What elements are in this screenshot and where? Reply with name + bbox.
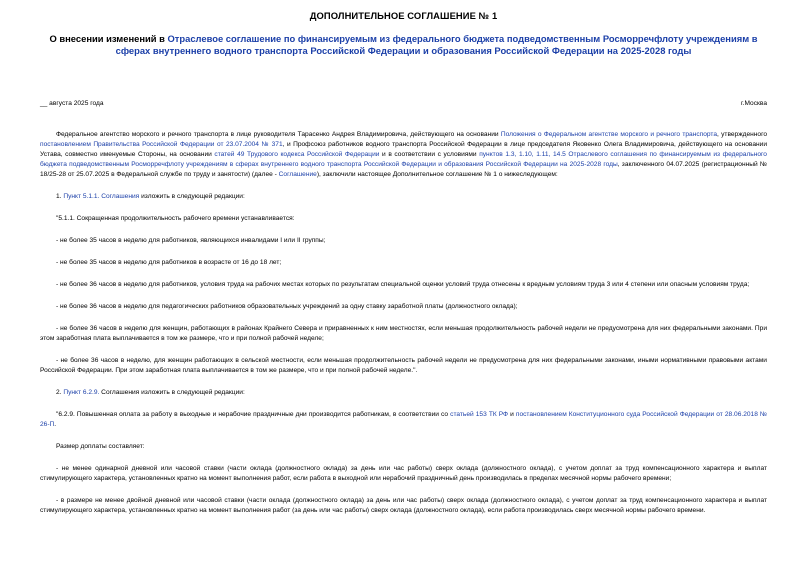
item-1-text: изложить в следующей редакции: xyxy=(139,193,245,200)
p629-text-1: "6.2.9. Повышенная оплата за работу в выходные и нерабочие праздничные дни производится работникам, в соответствии со xyxy=(56,411,451,418)
item-1-number: 1. xyxy=(56,193,64,200)
intro-text-5: , заключенного 04.07.2025 (регистрационный № 18/25-28 от 25.07.2025 в Федеральной службе по труду и занятости) (далее - xyxy=(40,161,767,178)
item-2-text: Соглашения изложить в следующей редакции: xyxy=(99,389,245,396)
link-point-629[interactable]: Пункт 6.2.9. xyxy=(63,389,100,396)
point-511-paragraph: "5.1.1. Сокращенная продолжительность рабочего времени устанавливается: xyxy=(56,215,295,222)
link-article-153[interactable]: статьей 153 ТК РФ xyxy=(450,411,509,418)
link-agreement[interactable]: Соглашение xyxy=(278,171,317,178)
document-city: г.Москва xyxy=(741,100,767,107)
bullet-1: - не более 35 часов в неделю для работников, являющихся инвалидами I или II группы; xyxy=(56,237,326,244)
p629-text-2: и xyxy=(508,411,516,418)
link-labor-code-article[interactable]: статей 49 Трудового кодекса Российской Федерации xyxy=(214,151,380,158)
condition-1: - не менее одинарной дневной или часовой ставки (части оклада (должностного оклада) за день или час работы) сверх оклада (должностного оклада), с учетом доплат за труд компенсационного характера и выплат стимулирующего характера, установленных кратно на момент выполнения работ, если работа в выходной или нерабочий праздничный день производилась в пределах месячной нормы рабочего времени; xyxy=(40,465,767,482)
document-body xyxy=(40,130,767,516)
intro-text-1: Федеральное агентство морского и речного транспорта в лице руководителя Тарасенко Андрея Владимировича, действующего на основании xyxy=(56,131,501,138)
link-government-decree[interactable]: постановлением Правительства Российской Федерации от 23.07.2004 № 371 xyxy=(40,141,283,148)
p629-text-3: . xyxy=(54,421,57,428)
link-regulation[interactable]: Положения о Федеральном агентстве морского и речного транспорта xyxy=(500,131,718,138)
agreement-link[interactable]: Отраслевое соглашение по финансируемым из федерального бюджета подведомственным Росморречфлоту учреждениям в сферах внутреннего водного транспорта Российской Федерации и образования Российской Федерации на 2025-2028 годы xyxy=(115,33,758,56)
link-point-511[interactable]: Пункт 5.1.1. xyxy=(63,193,100,200)
document-subtitle xyxy=(40,33,767,57)
intro-text-4: и в соответствии с условиями xyxy=(379,151,480,158)
bullet-5: - не более 36 часов в неделю для женщин, работающих в районах Крайнего Севера и приравненных к ним местностях, если меньшая продолжительность рабочей недели не предусмотрена для них федеральными законами. При этом заработная плата выплачивается в том же размере, что и при полной рабочей неделе; xyxy=(40,325,767,342)
point-629-paragraph xyxy=(40,410,767,430)
item-2 xyxy=(40,388,767,398)
bullet-6: - не более 36 часов в неделю, для женщин работающих в сельской местности, если меньшая продолжительность рабочей недели не предусмотрена для них федеральными законами, иными нормативными правовыми актами Российской Федерации. При этом заработная плата выплачивается в том же размере, что и при полной рабочей неделе.". xyxy=(40,357,767,374)
link-constitutional-court[interactable]: постановлением Конституционного суда Российской Федерации от 28.06.2018 № 26-П xyxy=(40,411,767,428)
condition-2: - в размере не менее двойной дневной или часовой ставки (части оклада (должностного оклада) за день или час работы) сверх оклада (должностного оклада), с учетом доплат за труд компенсационного характера и выплат стимулирующего характера, установленных кратно на момент выполнения работ (за день или час работы) сверх оклада (должностного оклада), если работа производилась сверх месячной нормы рабочего времени. xyxy=(40,497,767,514)
link-agreement-points[interactable]: пунктов 1.3, 1.10, 1.11, 14.5 Отраслевого соглашения по финансируемым из федерального бюджета подведомственным Росморречфлоту учреждениям в сферах внутреннего водного транспорта Российской Федерации и образования Российской Федерации на 2025-2028 годы xyxy=(40,151,767,168)
document-title: ДОПОЛНИТЕЛЬНОЕ СОГЛАШЕНИЕ № 1 xyxy=(309,10,498,21)
intro-text-2: , утвержденного xyxy=(717,131,768,138)
bullet-4: - не более 36 часов в неделю для педагогических работников образовательных учреждений за одну ставку заработной платы (должностного оклада); xyxy=(56,303,518,310)
bullet-3: - не более 36 часов в неделю для работников, условия труда на рабочих местах которых по результатам специальной оценки условий труда отнесены к вредным условиям труда 3 или 4 степени или опасным условиям труда; xyxy=(56,281,750,288)
intro-text-6: ), заключили настоящее Дополнительное соглашение № 1 о нижеследующем: xyxy=(316,171,558,178)
link-agreement-2[interactable]: Соглашения xyxy=(101,193,140,200)
subtitle-prefix: О внесении изменений в xyxy=(49,33,168,44)
item-1 xyxy=(40,192,767,202)
payment-size-heading: Размер доплаты составляет: xyxy=(56,443,145,450)
intro-text-3: , и Профсоюз работников водного транспорта Российской Федерации в лице председателя Яковенко Олега Владимировича, действующего на основании Устава, совместно именуемые Стороны, на основании xyxy=(40,141,768,158)
item-2-number: 2. xyxy=(56,389,64,396)
intro-paragraph xyxy=(40,130,767,180)
bullet-2: - не более 35 часов в неделю для работников в возрасте от 16 до 18 лет; xyxy=(56,259,282,266)
document-date: __ августа 2025 года xyxy=(40,100,104,107)
